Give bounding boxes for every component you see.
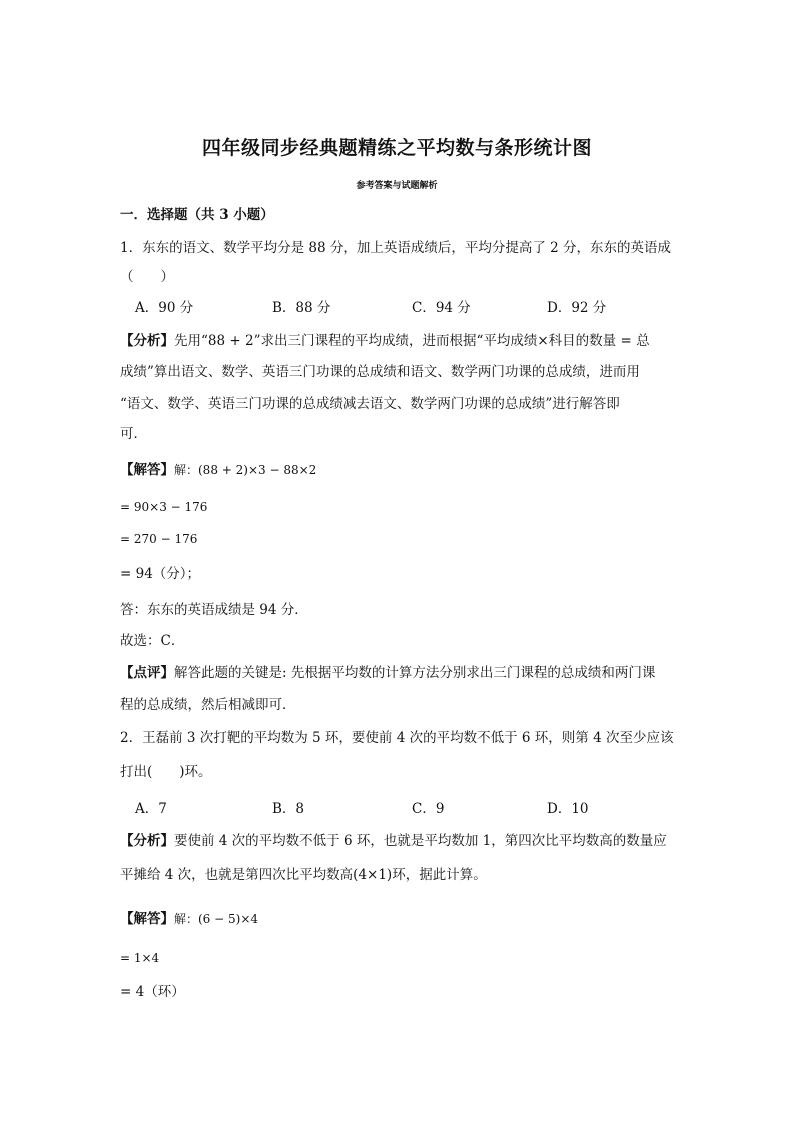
q1-stem-line-2: （ ） xyxy=(120,269,174,285)
q2-choice-a: A．7 xyxy=(135,801,167,817)
q2-answer-line-1 xyxy=(120,910,680,928)
q1-analysis-line-4: 可． xyxy=(120,426,147,442)
q1-analysis-line-2: 成绩”算出语文、数学、英语三门功课的总成绩和语文、数学两门功课的总成绩，进而用 xyxy=(120,364,640,380)
q1-stem-line-1: 1．东东的语文、数学平均分是 88 分，加上英语成绩后，平均分提高了 2 分，东东的英语成 xyxy=(120,240,672,256)
q2-answer-line-3: = 4（环） xyxy=(120,984,185,1000)
q1-choice-b: B．88 分 xyxy=(272,300,331,316)
q1-analysis-text-1: 先用“88 + 2”求出三门课程的平均成绩，进而根据“平均成绩×科目的数量 = 总 xyxy=(174,333,650,349)
q1-analysis-line-1 xyxy=(120,332,680,350)
q1-answer-text-1: 解：(88 + 2)×3 − 88×2 xyxy=(174,463,317,477)
q2-analysis-tag: 【分析】 xyxy=(120,833,174,849)
q1-comment-line-1 xyxy=(120,664,680,682)
q1-answer-line-6: 故选：C． xyxy=(120,633,185,649)
q1-answer-line-5: 答：东东的英语成绩是 94 分． xyxy=(120,602,308,618)
q2-analysis-line-1 xyxy=(120,832,680,850)
section-heading: 一．选择题（共 3 小题） xyxy=(120,207,274,223)
q2-choice-c: C．9 xyxy=(412,801,445,817)
q2-stem-line-1: 2．王磊前 3 次打靶的平均数为 5 环，要使前 4 次的平均数不低于 6 环，则第 4 次至少应该 xyxy=(120,730,674,746)
q1-comment-line-2: 程的总成绩，然后相减即可． xyxy=(120,697,296,713)
q1-answer-line-4: = 94（分）； xyxy=(120,566,201,582)
q1-analysis-line-3: “语文、数学、英语三门功课的总成绩减去语文、数学两门功课的总成绩”进行解答即 xyxy=(120,396,620,412)
page-subtitle: 参考答案与试题解析 xyxy=(356,181,438,191)
q1-comment-tag: 【点评】 xyxy=(120,665,174,681)
q2-answer-line-2: = 1×4 xyxy=(120,951,160,965)
q2-analysis-line-2: 平摊给 4 次，也就是第四次比平均数高(4×1)环，据此计算。 xyxy=(120,867,487,883)
q1-comment-text-1: 解答此题的关键是: 先根据平均数的计算方法分别求出三门课程的总成绩和两门课 xyxy=(174,665,656,681)
q2-stem-line-2: 打出( )环。 xyxy=(120,764,212,780)
q2-answer-tag: 【解答】 xyxy=(120,911,174,927)
q1-answer-line-3: = 270 − 176 xyxy=(120,532,198,546)
q1-choice-d: D．92 分 xyxy=(547,300,607,316)
q1-choice-a: A．90 分 xyxy=(135,300,194,316)
q1-choice-c: C．94 分 xyxy=(412,300,471,316)
q1-answer-line-1 xyxy=(120,461,680,479)
page-title: 四年级同步经典题精练之平均数与条形统计图 xyxy=(201,137,592,159)
q1-analysis-tag: 【分析】 xyxy=(120,333,174,349)
q2-answer-text-1: 解：(6 − 5)×4 xyxy=(174,912,259,926)
q2-choice-b: B．8 xyxy=(272,801,305,817)
q1-answer-line-2: = 90×3 − 176 xyxy=(120,500,208,514)
q2-analysis-text-1: 要使前 4 次的平均数不低于 6 环，也就是平均数加 1，第四次比平均数高的数量应 xyxy=(174,833,667,849)
q1-answer-tag: 【解答】 xyxy=(120,462,174,478)
q2-choice-d: D．10 xyxy=(547,801,589,817)
